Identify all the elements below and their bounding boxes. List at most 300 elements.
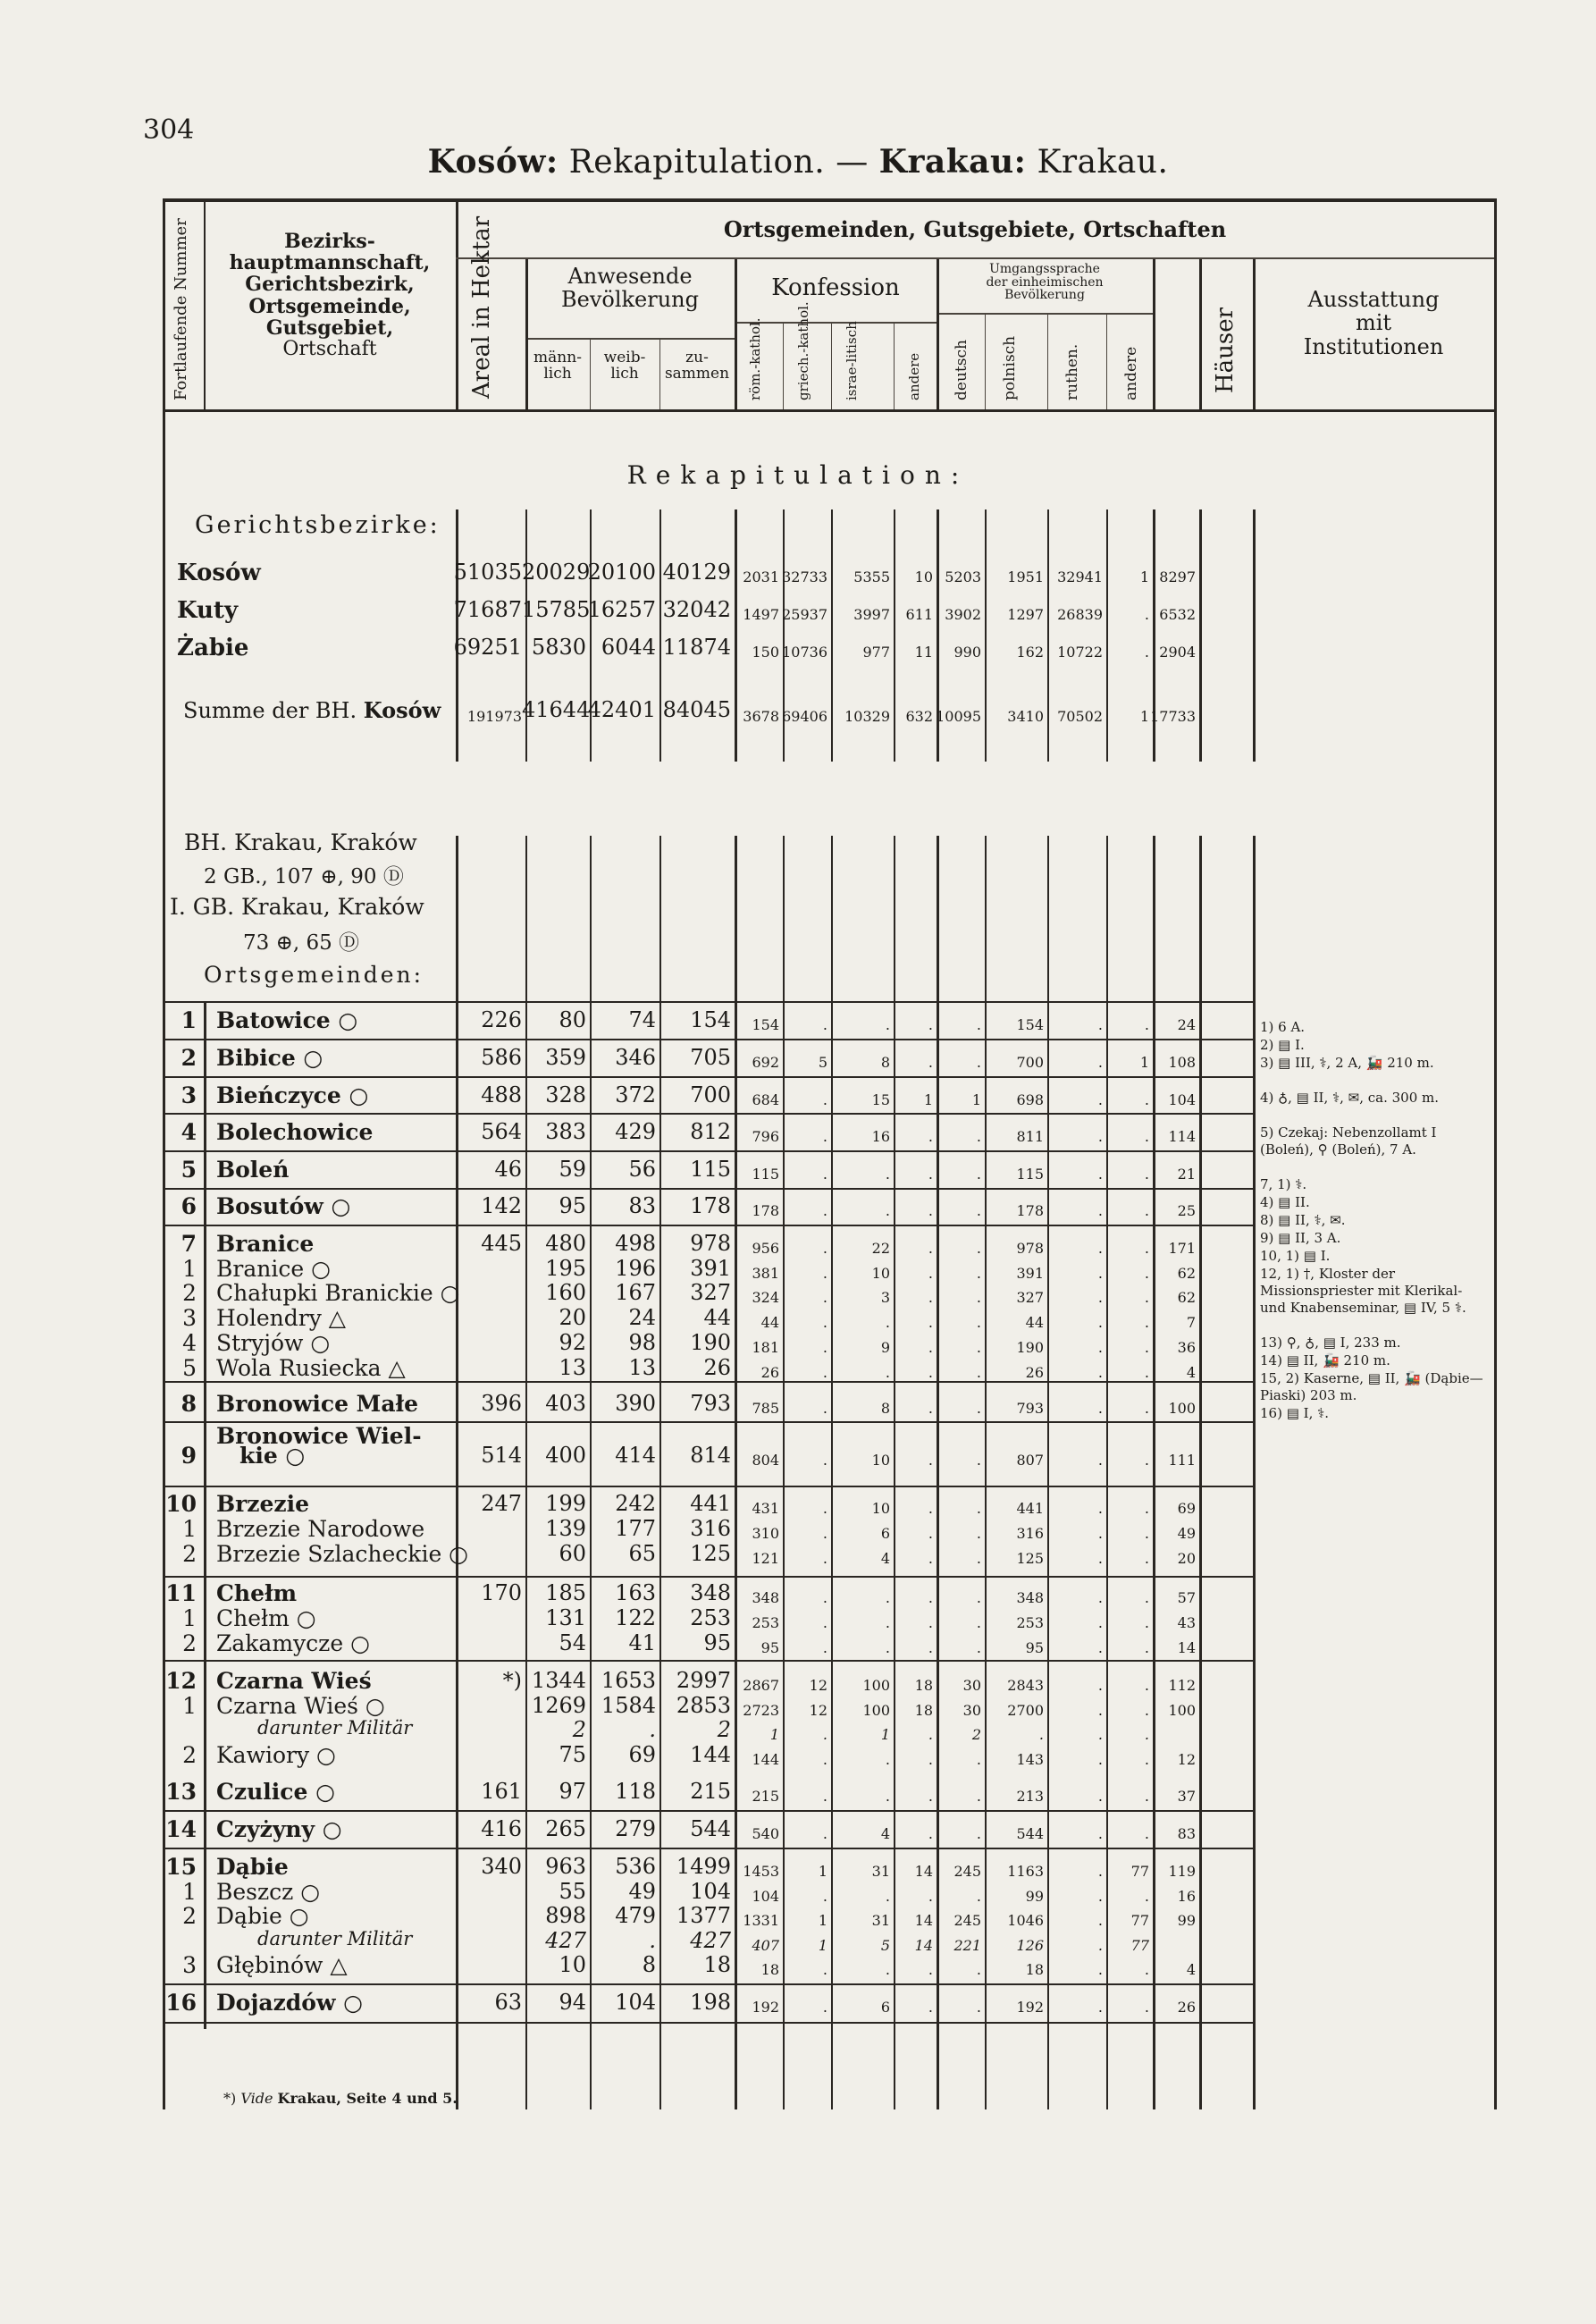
row-cell: 62: [1177, 1289, 1196, 1306]
group-rule: [163, 1188, 1253, 1190]
row-cell: 963: [545, 1854, 586, 1879]
row-cell: 16: [1177, 1888, 1196, 1905]
note-entry: 1) 6 A.: [1260, 1019, 1306, 1035]
row-number: 3: [182, 1952, 197, 1978]
row-cell: 2: [717, 1717, 731, 1742]
row-cell: 4: [880, 1825, 890, 1842]
row-cell: .: [822, 1400, 827, 1417]
row-cell: 1: [1139, 1054, 1149, 1071]
row-cell: 24: [628, 1305, 656, 1330]
row-cell: 544: [1016, 1825, 1044, 1842]
row-cell: .: [1144, 1166, 1149, 1183]
row-cell: 12: [809, 1677, 827, 1694]
row-cell: 104: [690, 1879, 731, 1904]
row-cell: 429: [615, 1119, 656, 1144]
row-cell: 59: [559, 1157, 586, 1182]
row-cell: 65: [628, 1541, 656, 1566]
row-name: Branice ○: [216, 1256, 331, 1282]
row-cell: 441: [690, 1491, 731, 1516]
page-number: 304: [143, 114, 195, 146]
header-israel: israe-litisch: [844, 321, 860, 400]
row-name: Dąbie ○: [216, 1903, 309, 1929]
row-name: Czarna Wieś: [216, 1668, 372, 1694]
row-cell: .: [1097, 1550, 1103, 1567]
row-cell: 215: [752, 1788, 779, 1805]
row-number: 14: [165, 1816, 197, 1842]
row-number: 1: [182, 1879, 197, 1905]
recap-cell: 11: [914, 644, 933, 661]
row-cell: .: [1144, 1339, 1149, 1356]
row-cell: 6: [880, 1525, 890, 1542]
header-ortsgemeinden: Ortsgemeinden, Gutsgebiete, Ortschaften: [723, 216, 1227, 242]
row-cell: 95: [760, 1639, 779, 1656]
row-cell: .: [1097, 1128, 1103, 1145]
row-cell: 1499: [676, 1854, 731, 1879]
row-cell: .: [822, 1614, 827, 1631]
recap-cell: 11874: [662, 635, 731, 660]
row-cell: .: [1144, 1525, 1149, 1542]
row-cell: 15: [871, 1091, 890, 1108]
row-cell: 2: [971, 1726, 981, 1743]
row-cell: .: [1144, 1202, 1149, 1219]
row-cell: 115: [690, 1157, 731, 1182]
row-name: Chełm ○: [216, 1605, 316, 1631]
row-cell: 359: [545, 1045, 586, 1070]
row-cell: .: [822, 1888, 827, 1905]
row-cell: .: [1097, 1937, 1103, 1954]
block-col-rule: [1199, 836, 1202, 2109]
recap-cell: 162: [1016, 644, 1044, 661]
row-number: 1: [182, 1516, 197, 1542]
row-cell: 396: [481, 1391, 522, 1416]
group-rule: [163, 1576, 1253, 1578]
row-cell: 785: [752, 1400, 779, 1417]
recap-sum-name: Summe der BH. Kosów: [183, 697, 441, 723]
row-cell: .: [976, 1825, 981, 1842]
recap-cell: 32941: [1057, 568, 1103, 585]
row-cell: 1653: [601, 1668, 656, 1693]
row-name: Brzezie Narodowe: [216, 1516, 425, 1542]
row-cell: 115: [752, 1166, 779, 1183]
row-cell: .: [928, 1054, 933, 1071]
row-cell: .: [1144, 1614, 1149, 1631]
row-cell: .: [822, 1550, 827, 1567]
row-cell: .: [1097, 1240, 1103, 1257]
row-cell: 24: [1177, 1016, 1196, 1033]
row-number: 1: [182, 1693, 197, 1719]
row-cell: .: [822, 1202, 827, 1219]
row-name: Czyżyny ○: [216, 1816, 342, 1842]
group-rule: [163, 1001, 1253, 1003]
row-cell: 60: [559, 1541, 586, 1566]
row-number: 6: [181, 1193, 197, 1219]
row-cell: 793: [690, 1391, 731, 1416]
row-cell: 30: [962, 1702, 981, 1719]
header-polnisch: polnisch: [1001, 335, 1019, 400]
row-cell: 480: [545, 1231, 586, 1256]
row-cell: 104: [1168, 1091, 1196, 1108]
row-cell: .: [976, 1289, 981, 1306]
row-cell: 1269: [531, 1693, 586, 1718]
row-cell: 221: [953, 1937, 981, 1954]
row-cell: 25: [1177, 1202, 1196, 1219]
row-cell: .: [976, 1016, 981, 1033]
recap-cell: 990: [953, 644, 981, 661]
row-cell: 114: [1168, 1128, 1196, 1145]
row-cell: 431: [752, 1500, 779, 1517]
row-cell: .: [649, 1928, 656, 1953]
row-cell: 74: [628, 1007, 656, 1032]
row-cell: .: [928, 1788, 933, 1805]
row-cell: .: [1097, 1314, 1103, 1331]
row-cell: 544: [690, 1816, 731, 1841]
row-cell: 9: [880, 1339, 890, 1356]
row-cell: 265: [545, 1816, 586, 1841]
row-name: Głębinów △: [216, 1952, 348, 1978]
header-umgangssprache: Umgangssprache der einheimischen Bevölkerung: [986, 262, 1104, 303]
recap-cell: 3997: [853, 606, 890, 623]
row-cell: .: [1144, 1550, 1149, 1567]
row-cell: 21: [1177, 1166, 1196, 1183]
row-cell: 56: [628, 1157, 656, 1182]
header-griech: griech.-kathol.: [795, 301, 811, 400]
row-cell: .: [1144, 1751, 1149, 1768]
row-cell: .: [885, 1751, 890, 1768]
row-cell: 154: [1016, 1016, 1044, 1033]
row-cell: 97: [559, 1779, 586, 1804]
recap-cell: 5355: [853, 568, 890, 585]
row-cell: .: [1097, 1726, 1103, 1743]
row-cell: .: [976, 1166, 981, 1183]
row-cell: .: [1097, 1202, 1103, 1219]
row-cell: 20: [1177, 1550, 1196, 1567]
row-cell: 514: [481, 1443, 522, 1468]
row-name: Bibice ○: [216, 1045, 323, 1071]
header-maennlich: männ- lich: [533, 349, 582, 383]
header-bezirk: Bezirks- hauptmannschaft, Gerichtsbezirk, Ortsgemeinde, Gutsgebiet, Ortschaft: [229, 230, 431, 360]
row-cell: .: [885, 1961, 890, 1978]
row-cell: .: [928, 1614, 933, 1631]
row-cell: 8: [642, 1952, 656, 1977]
row-cell: 12: [1177, 1751, 1196, 1768]
header-col-rule: [1106, 313, 1107, 409]
row-cell: .: [928, 1452, 933, 1469]
krakow-gb: I. GB. Krakau, Kraków: [170, 894, 424, 920]
footnote-mark: *): [223, 2090, 237, 2107]
row-cell: 95: [1025, 1639, 1044, 1656]
row-cell: .: [822, 1999, 827, 2016]
recap-cell: 10722: [1057, 644, 1103, 661]
row-cell: 2853: [676, 1693, 731, 1718]
row-cell: 95: [559, 1193, 586, 1218]
row-cell: 16: [871, 1128, 890, 1145]
row-cell: 390: [615, 1391, 656, 1416]
row-cell: 488: [481, 1082, 522, 1107]
row-cell: 77: [1130, 1863, 1149, 1880]
row-cell: 18: [914, 1677, 933, 1694]
row-cell: 14: [914, 1863, 933, 1880]
row-cell: .: [1097, 1677, 1103, 1694]
row-cell: .: [1097, 1888, 1103, 1905]
recap-sum-cell: 84045: [662, 697, 731, 722]
header-fortlaufende: Fortlaufende Nummer: [172, 218, 190, 400]
row-cell: .: [976, 1500, 981, 1517]
row-cell: 14: [1177, 1639, 1196, 1656]
row-cell: 427: [545, 1928, 586, 1953]
row-cell: .: [928, 1726, 933, 1743]
row-cell: 1584: [601, 1693, 656, 1718]
group-rule: [163, 1113, 1253, 1115]
recap-cell: 8297: [1159, 568, 1196, 585]
row-cell: 327: [690, 1280, 731, 1305]
row-cell: 956: [752, 1240, 779, 1257]
row-cell: .: [1097, 1525, 1103, 1542]
row-cell: .: [885, 1314, 890, 1331]
row-cell: 119: [1168, 1863, 1196, 1880]
row-cell: .: [928, 1339, 933, 1356]
row-number: 2: [182, 1280, 197, 1306]
row-cell: 69: [1177, 1500, 1196, 1517]
row-cell: 253: [752, 1614, 779, 1631]
row-cell: 98: [628, 1330, 656, 1355]
header-anwesende: Anwesende Bevölkerung: [560, 264, 700, 313]
row-cell: 5: [818, 1054, 827, 1071]
header-andere: andere: [906, 352, 922, 400]
row-cell: 684: [752, 1091, 779, 1108]
row-cell: 324: [752, 1289, 779, 1306]
footnote-text: Krakau, Seite 4 und 5.: [277, 2090, 458, 2107]
recap-cell: 6532: [1159, 606, 1196, 623]
row-cell: 26: [760, 1364, 779, 1381]
row-cell: 108: [1168, 1054, 1196, 1071]
population-subrule: [525, 338, 735, 340]
row-number: 12: [165, 1668, 197, 1694]
group-rule: [163, 1076, 1253, 1078]
row-cell: 190: [1016, 1339, 1044, 1356]
group-rule: [163, 1150, 1253, 1152]
row-number: 1: [182, 1605, 197, 1631]
row-cell: .: [976, 1614, 981, 1631]
header-col-rule: [894, 322, 895, 409]
row-cell: 445: [481, 1231, 522, 1256]
row-cell: 348: [1016, 1589, 1044, 1606]
row-cell: .: [885, 1639, 890, 1656]
row-cell: .: [976, 1751, 981, 1768]
row-cell: .: [976, 1400, 981, 1417]
recap-cell: 51035: [453, 560, 522, 585]
row-cell: 700: [1016, 1054, 1044, 1071]
row-number: 11: [165, 1580, 197, 1606]
row-cell: 92: [559, 1330, 586, 1355]
row-cell: .: [822, 1500, 827, 1517]
row-number: 2: [182, 1903, 197, 1929]
row-cell: 170: [481, 1580, 522, 1605]
block-col-rule: [1253, 509, 1256, 762]
row-cell: 5: [880, 1937, 890, 1954]
recap-cell: 15785: [522, 597, 591, 622]
row-number: 10: [165, 1491, 197, 1517]
row-cell: 154: [690, 1007, 731, 1032]
row-cell: 498: [615, 1231, 656, 1256]
krakow-bh-detail: 2 GB., 107 ⊕, 90 Ⓓ: [204, 865, 404, 888]
row-cell: .: [1144, 1825, 1149, 1842]
row-cell: 14: [914, 1937, 933, 1954]
krakow-bh: BH. Krakau, Kraków: [184, 829, 417, 855]
note-entry: 4) ▤ II.: [1260, 1194, 1310, 1210]
recap-cell: 16257: [587, 597, 656, 622]
row-cell: 57: [1177, 1589, 1196, 1606]
row-cell: 163: [615, 1580, 656, 1605]
row-cell: 2: [572, 1717, 586, 1742]
row-cell: .: [1144, 1639, 1149, 1656]
row-cell: .: [1144, 1400, 1149, 1417]
row-cell: 30: [962, 1677, 981, 1694]
recap-cell: 10: [914, 568, 933, 585]
row-cell: 131: [545, 1605, 586, 1630]
row-cell: 83: [1177, 1825, 1196, 1842]
row-cell: 10: [559, 1952, 586, 1977]
row-cell: 80: [559, 1007, 586, 1032]
row-cell: .: [885, 1614, 890, 1631]
row-cell: .: [928, 1202, 933, 1219]
row-cell: .: [1097, 1639, 1103, 1656]
row-cell: 692: [752, 1054, 779, 1071]
row-cell: .: [928, 1525, 933, 1542]
title-district: Kosów:: [427, 143, 559, 181]
row-cell: 13: [628, 1355, 656, 1380]
recap-cell: .: [1144, 644, 1149, 661]
row-cell: 479: [615, 1903, 656, 1928]
row-cell: 226: [481, 1007, 522, 1032]
group-rule: [163, 2022, 1253, 2024]
row-cell: 253: [690, 1605, 731, 1630]
row-cell: 441: [1016, 1500, 1044, 1517]
row-cell: .: [822, 1726, 827, 1743]
row-cell: 192: [1016, 1999, 1044, 2016]
row-cell: 13: [559, 1355, 586, 1380]
row-cell: .: [1144, 1265, 1149, 1282]
row-cell: 245: [953, 1912, 981, 1929]
num-col-rule: [204, 198, 206, 409]
row-cell: 160: [545, 1280, 586, 1305]
row-cell: .: [928, 1240, 933, 1257]
row-number: 16: [165, 1990, 197, 2016]
recap-sum-cell: 42401: [587, 697, 656, 722]
row-cell: .: [1097, 1912, 1103, 1929]
row-number: 2: [182, 1742, 197, 1768]
recap-cell: 5830: [531, 635, 586, 660]
header-areal: Areal in Hektar: [468, 215, 495, 399]
row-cell: .: [1144, 1888, 1149, 1905]
row-cell: 564: [481, 1119, 522, 1144]
row-cell: 242: [615, 1491, 656, 1516]
row-number: 5: [181, 1157, 197, 1183]
row-cell: .: [1097, 1452, 1103, 1469]
row-cell: 104: [615, 1990, 656, 2015]
row-number: 4: [182, 1330, 197, 1356]
row-cell: .: [1097, 1289, 1103, 1306]
row-cell: 26: [703, 1355, 731, 1380]
row-cell: 37: [1177, 1788, 1196, 1805]
row-cell: .: [822, 1452, 827, 1469]
row-cell: 698: [1016, 1091, 1044, 1108]
row-name: Batowice ○: [216, 1007, 358, 1033]
footnote-vide: Vide: [240, 2090, 273, 2107]
row-cell: .: [1097, 1961, 1103, 1978]
row-cell: 18: [1025, 1961, 1044, 1978]
table-top-rule: [163, 198, 1494, 202]
row-cell: .: [976, 1202, 981, 1219]
row-cell: .: [1097, 1016, 1103, 1033]
krakow-ortsgemeinden: Ortsgemeinden:: [204, 962, 424, 988]
row-name: Czarna Wieś ○: [216, 1693, 385, 1719]
recap-sum-cell: 632: [905, 708, 933, 725]
row-cell: 372: [615, 1082, 656, 1107]
row-cell: .: [1097, 1999, 1103, 2016]
row-cell: 978: [1016, 1240, 1044, 1257]
row-cell: 700: [690, 1082, 731, 1107]
row-cell: .: [822, 1314, 827, 1331]
row-cell: 100: [1168, 1400, 1196, 1417]
recap-cell: 69251: [453, 635, 522, 660]
row-cell: 62: [1177, 1265, 1196, 1282]
row-cell: .: [822, 1751, 827, 1768]
row-number: 3: [181, 1082, 197, 1108]
note-entry: 15, 2) Kaserne, ▤ II, 🚂 (Dąbie—Piaski) 203 m.: [1260, 1370, 1483, 1403]
row-cell: 190: [690, 1330, 731, 1355]
header-roem: röm.-kathol.: [747, 317, 763, 400]
recap-cell: 20100: [587, 560, 656, 585]
row-cell: .: [1144, 1016, 1149, 1033]
recap-cell: 977: [862, 644, 890, 661]
row-cell: 383: [545, 1119, 586, 1144]
row-cell: 416: [481, 1816, 522, 1841]
row-name: darunter Militär: [257, 1928, 413, 1949]
row-cell: 247: [481, 1491, 522, 1516]
row-cell: .: [976, 1452, 981, 1469]
row-cell: .: [822, 1825, 827, 1842]
row-cell: .: [1144, 1364, 1149, 1381]
row-cell: 3: [880, 1289, 890, 1306]
row-cell: .: [976, 1639, 981, 1656]
recap-sum-cell: 69406: [782, 708, 827, 725]
row-cell: .: [822, 1589, 827, 1606]
header-ruthen: ruthen.: [1063, 343, 1081, 400]
header-col-rule: [1199, 259, 1202, 409]
row-cell: .: [822, 1265, 827, 1282]
row-cell: .: [928, 1961, 933, 1978]
row-number: 13: [165, 1779, 197, 1805]
row-cell: 536: [615, 1854, 656, 1879]
row-cell: 171: [1168, 1240, 1196, 1257]
row-cell: .: [928, 1364, 933, 1381]
row-cell: 6: [880, 1999, 890, 2016]
row-cell: .: [976, 1961, 981, 1978]
note-entry: 16) ▤ I, ⚕.: [1260, 1405, 1329, 1421]
recap-sum-cell: 41644: [522, 697, 591, 722]
recap-cell: 150: [752, 644, 779, 661]
row-cell: 807: [1016, 1452, 1044, 1469]
group-rule: [163, 1848, 1253, 1849]
header-deutsch: deutsch: [953, 340, 970, 400]
title-part2: Krakau.: [1037, 144, 1169, 181]
row-cell: .: [1097, 1702, 1103, 1719]
recap-sum-cell: 191973: [466, 708, 522, 725]
konfession-subrule: [735, 322, 937, 324]
row-cell: .: [1097, 1400, 1103, 1417]
row-cell: .: [1097, 1751, 1103, 1768]
row-cell: 31: [871, 1863, 890, 1880]
